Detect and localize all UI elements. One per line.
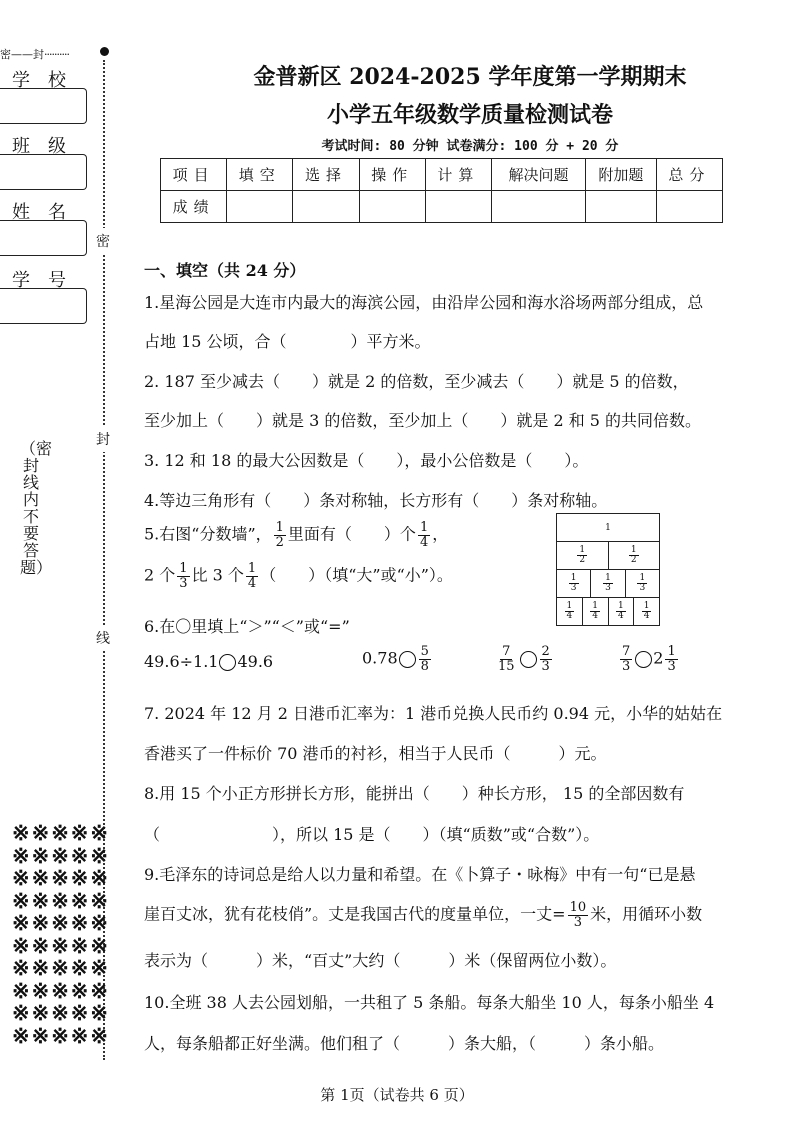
numerator: 1 — [630, 544, 637, 555]
fraction-one-third — [665, 645, 677, 673]
q5-text-d: 2 个 — [144, 565, 176, 585]
wall-cell — [557, 598, 583, 625]
question-5-line-1 — [144, 521, 448, 549]
q5-text-f: （ ）（填“大”或“小”）。 — [260, 565, 453, 585]
fraction-seven-thirds — [620, 645, 632, 673]
seal-mi-text: 密 — [0, 48, 11, 61]
decorative-pattern: ※※※※※※※※※※※※※※※※※※※※※※※※※※※※※※※※※※※※※※※※※※※※※※※※※※ — [12, 820, 110, 1048]
denominator: 4 — [592, 611, 598, 621]
wall-row-halves — [557, 542, 659, 570]
q5-text-a: 5.右图“分数墙”， — [144, 524, 272, 544]
exam-title: 金普新区 2024-2025 学年度第一学期期末 — [253, 64, 687, 90]
student-id-field[interactable] — [0, 288, 87, 324]
question-3: 3. 12 和 18 的最大公因数是（ ），最小公倍数是（ ）。 — [144, 451, 589, 470]
score-row-label: 成绩 — [161, 191, 227, 223]
q9-text-a: 崖百丈冰，犹有花枝俏”。丈是我国古代的度量单位，一丈= — [144, 904, 566, 924]
section-title: 一、填空（共 24 分） — [144, 261, 306, 280]
q5-text-b: 里面有（ ）个 — [287, 524, 416, 544]
q5-text-e: 比 3 个 — [191, 565, 244, 585]
score-cell[interactable] — [227, 191, 293, 223]
score-cell[interactable] — [585, 191, 656, 223]
class-field[interactable] — [0, 154, 87, 190]
wall-cell — [634, 598, 659, 625]
question-9-line-1: 9.毛泽东的诗词总是给人以力量和希望。在《卜算子・咏梅》中有一句“已是悬 — [144, 865, 696, 884]
question-5-line-2 — [144, 562, 453, 590]
numerator: 1 — [419, 520, 429, 535]
fraction-one-quarter — [246, 562, 258, 590]
fraction-one-half — [274, 521, 286, 549]
numerator: 1 — [618, 600, 624, 611]
denominator: 15 — [498, 658, 515, 674]
compare-circle[interactable] — [635, 651, 652, 668]
question-7-line-1: 7. 2024 年 12 月 2 日港币汇率为：1 港币兑换人民币约 0.94 元，小华的姑姑在 — [144, 704, 723, 723]
fraction-ten-thirds — [568, 901, 589, 929]
name-field[interactable] — [0, 220, 87, 256]
fraction-two-thirds — [540, 645, 552, 673]
fraction-one-third — [177, 562, 189, 590]
fraction-one-quarter — [418, 521, 430, 549]
seal-line-header — [0, 46, 69, 62]
denominator: 3 — [622, 658, 631, 674]
denominator: 2 — [275, 534, 284, 550]
score-header-cell: 填空 — [227, 159, 293, 191]
wall-cell — [557, 570, 591, 597]
no-answer-note: （密封线内不要答题） — [20, 439, 53, 577]
numerator: 1 — [247, 561, 257, 576]
numerator: 1 — [179, 561, 188, 576]
score-header-cell: 解决问题 — [492, 159, 586, 191]
numerator: 1 — [592, 600, 598, 611]
compare-circle[interactable] — [399, 651, 416, 668]
fraction-wall — [556, 513, 660, 626]
q6-right-expr: 49.6 — [237, 652, 274, 671]
numerator: 1 — [275, 520, 284, 535]
denominator: 2 — [579, 555, 586, 565]
denominator: 3 — [179, 575, 188, 591]
wall-cell — [609, 598, 635, 625]
score-header-cell: 总分 — [656, 159, 722, 191]
seal-feng-text: 封 — [33, 48, 44, 61]
denominator: 4 — [419, 534, 429, 550]
seal-dot-icon — [100, 47, 109, 56]
question-4: 4.等边三角形有（ ）条对称轴，长方形有（ ）条对称轴。 — [144, 491, 608, 510]
question-7-line-2: 香港买了一件标价 70 港币的衬衫，相当于人民币（ ）元。 — [144, 744, 607, 763]
exam-subtitle: 小学五年级数学质量检测试卷 — [326, 102, 613, 128]
wall-row-quarters — [557, 598, 659, 625]
question-9-line-2 — [144, 901, 702, 929]
seal-char-feng: 封 — [96, 426, 110, 452]
numerator: 1 — [605, 572, 611, 583]
denominator: 3 — [667, 658, 676, 674]
name-label: 姓名 — [12, 202, 84, 223]
numerator: 1 — [579, 544, 586, 555]
question-10-line-1: 10.全班 38 人去公园划船，一共租了 5 条船。每条大船坐 10 人，每条小船坐 4 — [144, 993, 715, 1012]
wall-row-whole — [557, 514, 659, 542]
numerator: 5 — [420, 644, 429, 659]
score-cell[interactable] — [293, 191, 359, 223]
score-header-cell: 操作 — [359, 159, 425, 191]
denominator: 4 — [566, 611, 573, 621]
score-header-cell: 附加题 — [585, 159, 656, 191]
seal-dashes: —— — [11, 48, 33, 61]
denominator: 3 — [541, 658, 550, 674]
denominator: 4 — [247, 575, 257, 591]
q6-compare-4 — [618, 645, 680, 673]
student-id-label: 学号 — [12, 270, 84, 291]
numerator: 7 — [502, 644, 511, 659]
numerator: 1 — [667, 644, 676, 659]
denominator: 8 — [420, 658, 429, 674]
numerator: 1 — [566, 600, 573, 611]
page-footer: 第 1页（试卷共 6 页） — [320, 1086, 474, 1104]
fraction-seven-fifteenths — [496, 645, 517, 673]
wall-cell — [557, 542, 609, 569]
wall-cell — [591, 570, 625, 597]
q6-left-expr: 49.6÷1.1 — [144, 652, 219, 671]
q6-compare-3 — [494, 645, 554, 673]
wall-cell — [583, 598, 609, 625]
score-table-header-row — [161, 159, 723, 191]
question-8-line-1: 8.用 15 个小正方形拼长方形，能拼出（ ）种长方形， 15 的全部因数有 — [144, 784, 685, 803]
q9-text-b: 米，用循环小数 — [590, 904, 703, 924]
school-field[interactable] — [0, 88, 87, 124]
denominator: 3 — [570, 583, 577, 593]
class-label: 班级 — [12, 136, 84, 157]
numerator: 1 — [570, 572, 577, 583]
question-1-line-2: 占地 15 公顷，合（ ）平方米。 — [144, 332, 431, 351]
numerator: 10 — [569, 900, 587, 915]
question-9-line-3: 表示为（ ）米，“百丈”大约（ ）米（保留两位小数）。 — [144, 951, 617, 970]
question-8-line-2: （ ），所以 15 是（ ）（填“质数”或“合数”）。 — [144, 825, 600, 844]
score-table — [160, 158, 723, 223]
compare-circle[interactable] — [520, 651, 537, 668]
numerator: 1 — [639, 572, 646, 583]
denominator: 4 — [643, 611, 650, 621]
question-2-line-1: 2. 187 至少减去（ ）就是 2 的倍数，至少减去（ ）就是 5 的倍数， — [144, 372, 689, 391]
seal-char-xian: 线 — [96, 625, 110, 651]
question-1-line-1: 1.星海公园是大连市内最大的海滨公园，由沿岸公园和海水浴场两部分组成，总 — [144, 293, 704, 312]
score-cell[interactable] — [492, 191, 586, 223]
question-2-line-2: 至少加上（ ）就是 3 的倍数，至少加上（ ）就是 2 和 5 的共同倍数。 — [144, 411, 702, 430]
score-header-cell: 计算 — [425, 159, 491, 191]
score-cell[interactable] — [656, 191, 722, 223]
denominator: 3 — [639, 583, 646, 593]
seal-dots: ·········· — [44, 48, 69, 61]
mixed-whole: 2 — [653, 648, 664, 668]
score-table-row — [161, 191, 723, 223]
q6-compare-1 — [144, 652, 273, 671]
denominator: 3 — [605, 583, 611, 593]
school-label: 学校 — [12, 70, 84, 91]
numerator: 7 — [622, 644, 631, 659]
seal-char-mi: 密 — [96, 228, 110, 254]
score-header-cell: 项目 — [161, 159, 227, 191]
score-cell[interactable] — [359, 191, 425, 223]
q5-text-c: ， — [432, 524, 449, 544]
numerator: 1 — [643, 600, 650, 611]
question-10-line-2: 人，每条船都正好坐满。他们租了（ ）条大船，（ ）条小船。 — [144, 1034, 665, 1053]
wall-cell — [626, 570, 659, 597]
wall-row-thirds — [557, 570, 659, 598]
q6-compare-2 — [362, 645, 433, 673]
q6-left-expr: 0.78 — [362, 648, 398, 668]
compare-circle[interactable] — [219, 654, 236, 671]
denominator: 3 — [573, 914, 582, 930]
wall-cell: 1 — [605, 522, 611, 533]
score-header-cell: 选择 — [293, 159, 359, 191]
exam-info: 考试时间: 80 分钟 试卷满分: 100 分 + 20 分 — [321, 139, 619, 154]
numerator: 2 — [541, 644, 550, 659]
score-cell[interactable] — [425, 191, 491, 223]
denominator: 4 — [618, 611, 624, 621]
denominator: 2 — [630, 555, 637, 565]
wall-cell — [609, 542, 660, 569]
fraction-five-eighths — [419, 645, 431, 673]
question-6: 6.在〇里填上“＞”“＜”或“=” — [144, 617, 350, 636]
